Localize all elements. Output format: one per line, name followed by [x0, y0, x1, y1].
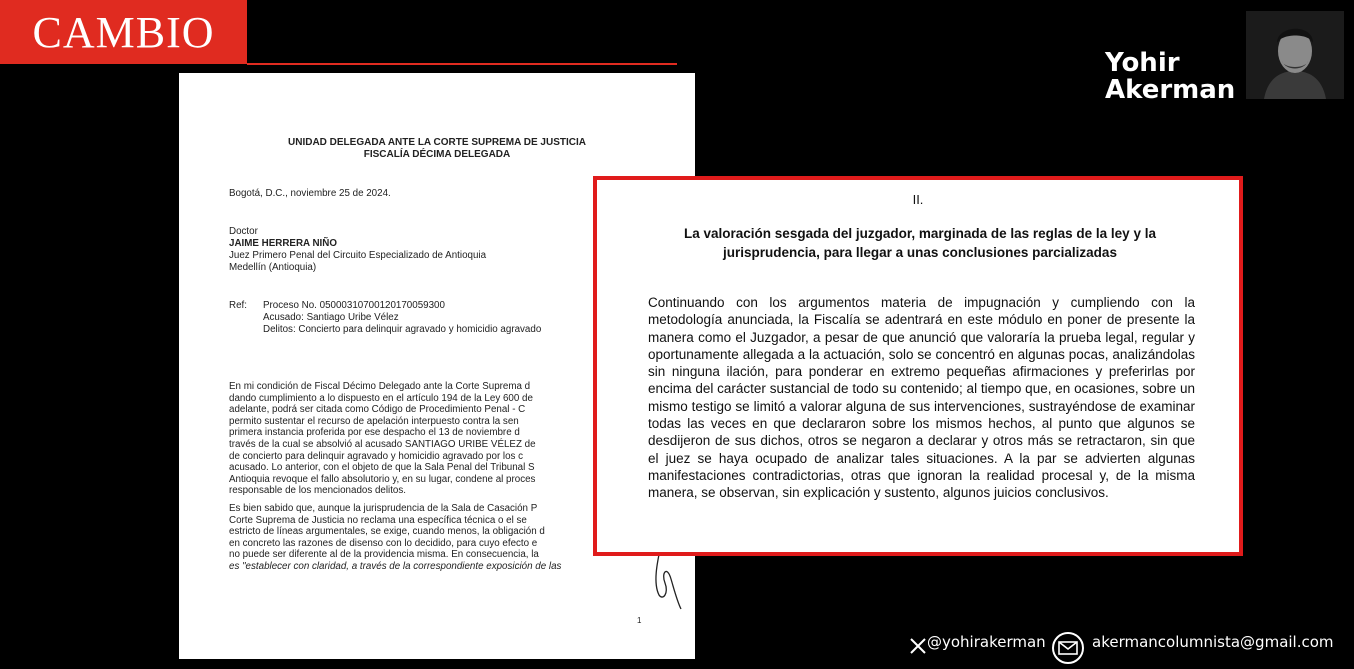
document-line: Corte Suprema de Justicia no reclama una específica técnica o el se — [229, 514, 527, 526]
document-header-line2: FISCALÍA DÉCIMA DELEGADA — [363, 149, 511, 160]
document-recipient-name: JAIME HERRERA NIÑO — [229, 238, 337, 249]
document-ref-crimes: Delitos: Concierto para delinquir agravado y homicidio agravado — [263, 324, 542, 335]
author-first-name: Yohir — [1105, 48, 1180, 78]
document-line: estricto de líneas argumentales, se exige, cuando menos, la obligación d — [229, 526, 545, 538]
document-header — [179, 137, 695, 161]
document-line: En mi condición de Fiscal Décimo Delegado ante la Corte Suprema d — [229, 381, 531, 392]
author-last-name: Akerman — [1105, 75, 1236, 105]
author-avatar — [1246, 11, 1344, 99]
document-line: través de la cual se absolvió al acusado SANTIAGO URIBE VÉLEZ de — [229, 438, 536, 450]
document-recipient-title: Juez Primero Penal del Circuito Especializado de Antioquia — [229, 250, 487, 261]
document-paragraph-1 — [229, 381, 536, 497]
author-portrait-icon — [1246, 11, 1344, 99]
document-ref-accused: Acusado: Santiago Uribe Vélez — [263, 312, 399, 323]
brand-logo-text: CAMBIO — [32, 7, 215, 57]
document-ref-process: Proceso No. 05000310700120170059300 — [263, 300, 445, 311]
document-line: acusado. Lo anterior, con el objeto de que la Sala Penal del Tribunal S — [229, 462, 535, 474]
document-ref-label: Ref: — [229, 300, 247, 311]
highlighted-excerpt — [593, 176, 1243, 556]
document-line: dando cumplimiento a lo dispuesto en el artículo 194 de la Ley 600 de — [229, 392, 533, 404]
document-line: en concreto las razones de disenso con lo decidido, para cuyo efecto e — [229, 537, 538, 549]
document-line: primera instancia proferida por ese despacho el 13 de noviembre d — [229, 427, 520, 439]
x-logo-icon — [910, 638, 926, 654]
document-salutation: Doctor — [229, 226, 258, 237]
brand-divider — [247, 63, 677, 65]
document-line: Es bien sabido que, aunque la jurisprudencia de la Sala de Casación P — [229, 503, 538, 514]
excerpt-title: La valoración sesgada del juzgador, marginada de las reglas de la ley y la jurisprudencia, para llegar a unas conclusiones parcializadas — [684, 226, 1156, 260]
envelope-icon — [1052, 632, 1084, 664]
footer-x-handle[interactable]: @yohirakerman — [927, 633, 1046, 651]
excerpt-body: Continuando con los argumentos materia de impugnación y cumpliendo con la metodología anunciada, la Fiscalía se adentrará en este módulo en poner de presente la manera como el Juzgador, a pesar de que anunció que valoraría la prueba legal, regular y oportunamente allegada a la actuación, solo se concentró en algunas pocas, analizándolas sin ninguna ilación, para ponderar en extremo pequeñas afirmaciones y preferirlas por encima del carácter sustancial de todo su contenido; al tiempo que, en ocasiones, sobre un mismo testigo se limitó a valorar alguna de sus intervenciones, sustrayéndose de examinar todas las veces en que declararon sobre los mismos hechos, al punto que algunos se desdijeron de sus dichos, otros se negaron a declarar y otros más se retractaron, sin que el juez se haya ocupado de analizar tales situaciones. A la par se advierten algunas manifestaciones contradictorias, otras que ignoran la realidad procesal y, de la misma manera, se observan, sin explicación y sustento, algunos juicios conclusivos. — [648, 295, 1195, 501]
document-paragraph-2 — [229, 503, 561, 573]
document-line: responsable de los mencionados delitos. — [229, 485, 406, 497]
document-line: adelante, podrá ser citada como Código de Procedimiento Penal - C — [229, 404, 526, 416]
document-date: Bogotá, D.C., noviembre 25 de 2024. — [229, 188, 391, 199]
document-line: es "establecer con claridad, a través de la correspondiente exposición de las — [229, 560, 562, 572]
document-line: permito sustentar el recurso de apelación interpuesto contra la sen — [229, 415, 519, 427]
brand-logo — [0, 0, 247, 64]
document-line: Antioquia revoque el fallo absolutorio y, en su lugar, condene al proces — [229, 473, 536, 485]
document-recipient-city: Medellín (Antioquia) — [229, 262, 317, 273]
footer-email[interactable]: akermancolumnista@gmail.com — [1092, 633, 1334, 651]
document-page-number: 1 — [637, 616, 642, 625]
document-header-line1: UNIDAD DELEGADA ANTE LA CORTE SUPREMA DE JUSTICIA — [288, 137, 586, 148]
document-line: no puede ser diferente al de la providencia misma. En consecuencia, la — [229, 549, 539, 561]
document-line: de concierto para delinquir agravado y homicidio agravado por los c — [229, 450, 524, 462]
author-name — [1105, 50, 1235, 104]
excerpt-section-number: II. — [912, 192, 924, 207]
